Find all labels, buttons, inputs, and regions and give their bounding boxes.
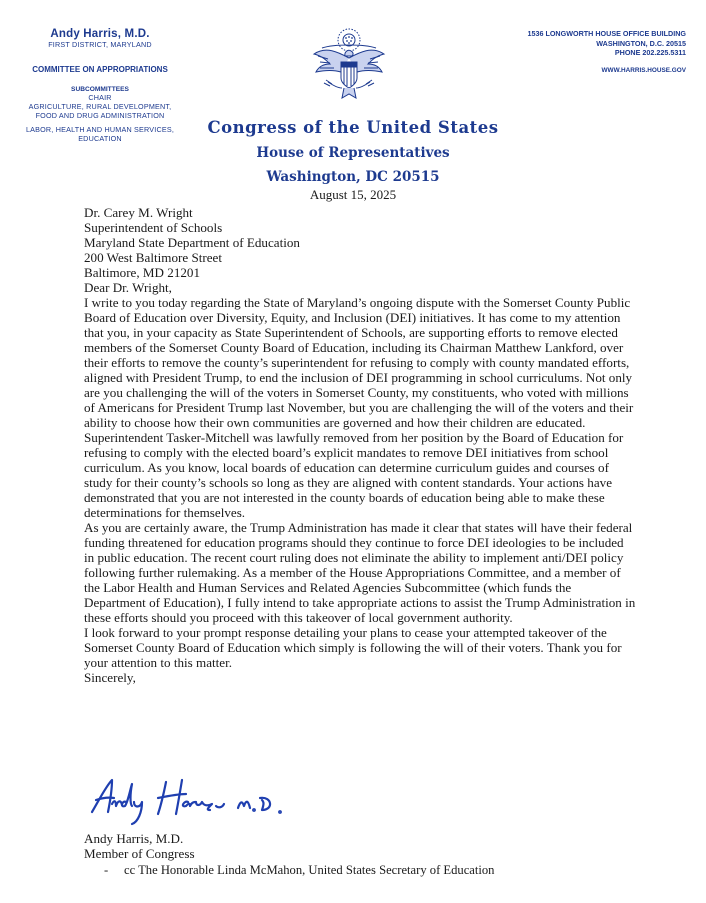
paragraph: Superintendent Tasker-Mitchell was lawfully removed from her position by the Board of Education for refusing to comply with the elected board’s explicit mandates to remove DEI initiatives from school curriculum. As you know, local boards of education can determine curriculum guides and courses of study for their county’s schools so long as they are aligned with content standards. Your actions have demonstrated that you are not interested in the county boards of education being able to make these determinations for themselves.	[84, 430, 624, 520]
office-city: WASHINGTON, D.C. 20515	[596, 38, 686, 48]
closing: Sincerely,	[84, 670, 136, 685]
paragraph: I write to you today regarding the State of Maryland’s ongoing dispute with the Somerset County Public Board of Education over Diversity, Equity, and Inclusion (DEI) initiatives. It has come to my attention that you, in your capacity as State Superintendent of Schools, are supporting efforts to remove elected members of the Somerset County Board of Education, including its Chairman Matthew Lankford, over their efforts to remove the county’s superintendent for refusing to comply with county mandated efforts, aligned with President Trump, to end the inclusion of DEI programming in school curriculums. Not only are you challenging the will of the voters in Somerset County, my constituents, who voted with millions of Americans for President Trump last November, but you are challenging the will of the voters and their ability to choose how their own communities are governed and how their children are educated.	[84, 295, 634, 430]
salutation: Dear Dr. Wright,	[84, 280, 172, 295]
recipient-line: Dr. Carey M. Wright	[84, 205, 193, 220]
heading-house: House of Representatives	[256, 145, 450, 161]
heading-congress: Congress of the United States	[207, 118, 499, 137]
recipient-line: Maryland State Department of Education	[84, 235, 300, 250]
signer-block	[84, 831, 195, 861]
signer-title: Member of Congress	[84, 846, 195, 861]
paragraph: I look forward to your prompt response detailing your plans to cease your attempted takeover of the Somerset County Board of Education which simply is following the will of their voters. Thank you for your attention to this matter.	[84, 625, 622, 670]
recipient-line: Superintendent of Schools	[84, 220, 223, 235]
letterhead-right	[500, 29, 686, 75]
recipient-address	[84, 205, 636, 280]
cc-line	[104, 863, 494, 878]
subcommittees-label: SUBCOMMITTEES	[71, 86, 129, 93]
office-phone: PHONE 202.225.5311	[614, 48, 686, 57]
letter-body	[84, 205, 636, 685]
district: FIRST DISTRICT, MARYLAND	[48, 40, 152, 49]
office-address: 1536 LONGWORTH HOUSE OFFICE BUILDING	[527, 29, 686, 38]
signer-name: Andy Harris, M.D.	[84, 831, 184, 846]
subcommittee-2-line2: EDUCATION	[78, 134, 122, 143]
website: WWW.HARRIS.HOUSE.GOV	[601, 66, 686, 74]
subcommittee-1-line2: FOOD AND DRUG ADMINISTRATION	[35, 111, 165, 120]
cc-dash: -	[104, 863, 109, 877]
heading-city: Washington, DC 20515	[266, 169, 440, 185]
recipient-line: 200 West Baltimore Street	[84, 250, 222, 265]
cc-text: cc The Honorable Linda McMahon, United States Secretary of Education	[124, 863, 495, 877]
letter-date: August 15, 2025	[309, 187, 397, 202]
chair-label: CHAIR	[88, 93, 112, 102]
subcommittee-2-line1: LABOR, HEALTH AND HUMAN SERVICES,	[25, 125, 175, 134]
eagle-seal-icon	[308, 26, 390, 114]
letterhead-heading	[150, 118, 556, 185]
subcommittee-1-line1: AGRICULTURE, RURAL DEVELOPMENT,	[28, 102, 172, 111]
member-name: Andy Harris, M.D.	[50, 28, 150, 40]
recipient-line: Baltimore, MD 21201	[84, 265, 201, 280]
signature	[88, 772, 318, 834]
committee: COMMITTEE ON APPROPRIATIONS	[32, 65, 168, 74]
paragraph: As you are certainly aware, the Trump Administration has made it clear that states will have their federal funding threatened for education programs should they continue to force DEI ideologies to be included in public education. The recent court ruling does not eliminate the ability to implement anti/DEI policy following further rulemaking. As a member of the House Appropriations Committee, and a member of the Labor Health and Human Services and Related Agencies Subcommittee (which funds the Department of Education), I fully intend to take appropriate actions to assist the Trump Administration in these efforts should you proceed with this takeover of local government authority.	[84, 520, 636, 625]
